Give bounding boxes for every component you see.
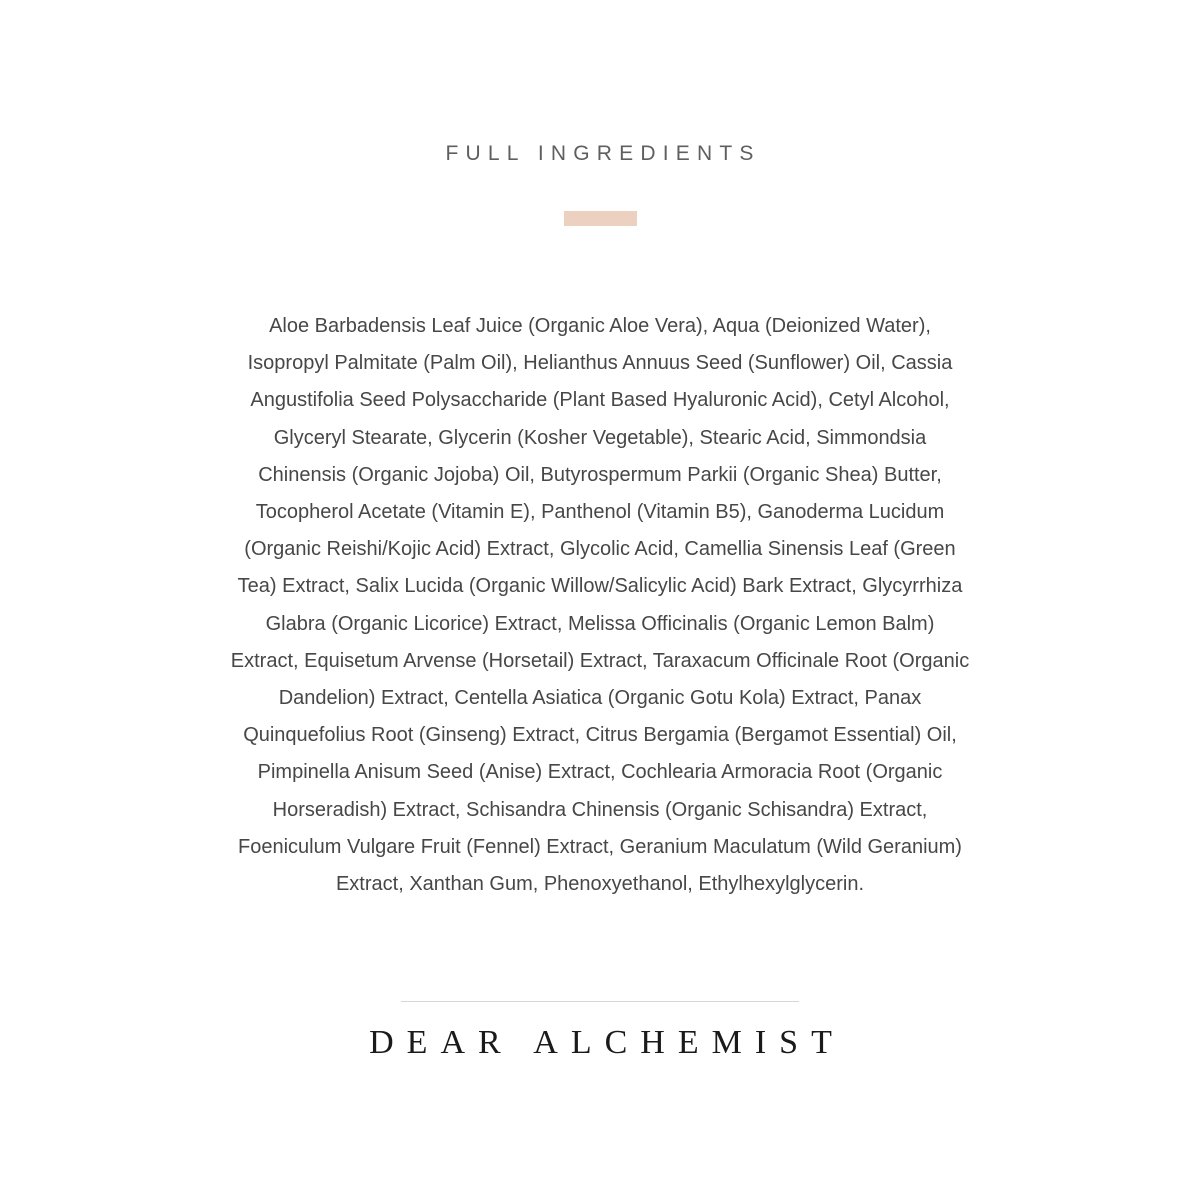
page-title: FULL INGREDIENTS (445, 142, 761, 165)
ingredients-list: Aloe Barbadensis Leaf Juice (Organic Aloe Vera), Aqua (Deionized Water), Isopropyl Palmitate (Palm Oil), Helianthus Annuus Seed (Sunflower) Oil, Cassia Angustifolia Seed Polysaccharide (Plant Based Hyaluronic Acid), Cetyl Alcohol, Glyceryl Stearate, Glycerin (Kosher Vegetable), Stearic Acid, Simmondsia Chinensis (Organic Jojoba) Oil, Butyrospermum Parkii (Organic Shea) Butter, Tocopherol Acetate (Vitamin E), Panthenol (Vitamin B5), Ganoderma Lucidum (Organic Reishi/Kojic Acid) Extract, Glycolic Acid, Camellia Sinensis Leaf (Green Tea) Extract, Salix Lucida (Organic Willow/Salicylic Acid) Bark Extract, Glycyrrhiza Glabra (Organic Licorice) Extract, Melissa Officinalis (Organic Lemon Balm) Extract, Equisetum Arvense (Horsetail) Extract, Taraxacum Officinale Root (Organic Dandelion) Extract, Centella Asiatica (Organic Gotu Kola) Extract, Panax Quinquefolius Root (Ginseng) Extract, Citrus Bergamia (Bergamot Essential) Oil, Pimpinella Anisum Seed (Anise) Extract, Cochlearia Armoracia Root (Organic Horseradish) Extract, Schisandra Chinensis (Organic Schisandra) Extract, Foeniculum Vulgare Fruit (Fennel) Extract, Geranium Maculatum (Wild Geranium) Extract, Xanthan Gum, Phenoxyethanol, Ethylhexylglycerin. (230, 315, 970, 896)
brand-logo: DEAR ALCHEMIST (369, 1024, 845, 1061)
divider (401, 1001, 799, 1002)
accent-bar (564, 211, 637, 226)
